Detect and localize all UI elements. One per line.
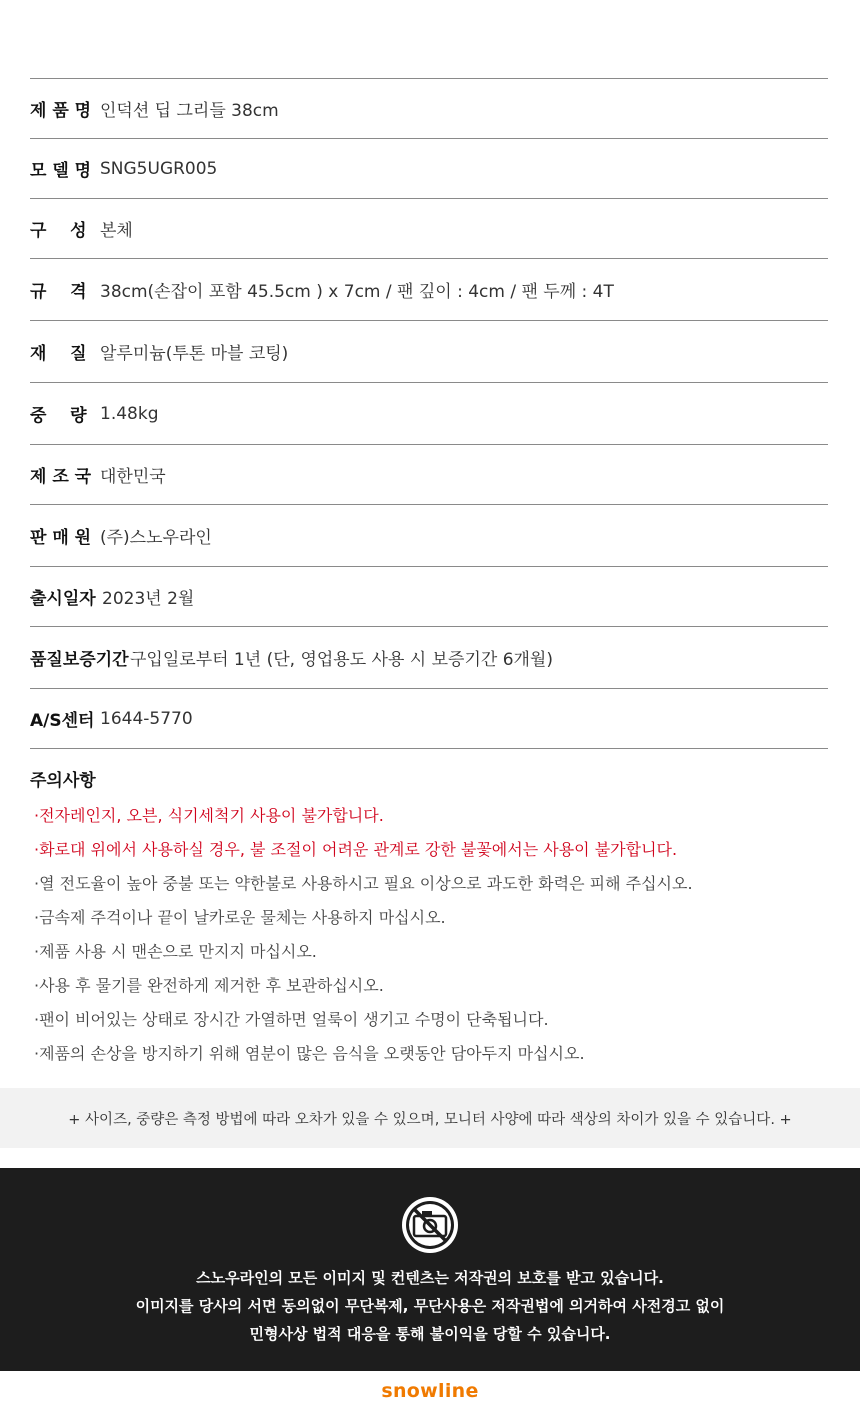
- spec-row-material: [30, 321, 828, 383]
- spec-label: 출시일자: [30, 589, 96, 609]
- caution-item: ·제품의 손상을 방지하기 위해 염분이 많은 음식을 오랫동안 담아두지 마십시오.: [34, 1044, 585, 1063]
- spec-row-country: [30, 445, 828, 505]
- spec-label: 제 조 국: [30, 467, 92, 487]
- spec-label: 중 량: [30, 406, 87, 426]
- spec-row-composition: [30, 199, 828, 259]
- spec-row-warranty: [30, 627, 828, 689]
- no-photo-icon: [400, 1195, 460, 1255]
- spec-row-as-center: [30, 689, 828, 749]
- spec-value: 대한민국: [100, 467, 166, 487]
- copyright-lines: [0, 1264, 860, 1348]
- spec-table: [30, 78, 828, 749]
- spec-value: 본체: [100, 221, 133, 241]
- copyright-line: 스노우라인의 모든 이미지 및 컨텐츠는 저작권의 보호를 받고 있습니다.: [196, 1269, 664, 1287]
- caution-title: 주의사항: [30, 771, 96, 791]
- spec-row-model: [30, 139, 828, 199]
- notice-text: + 사이즈, 중량은 측정 방법에 따라 오차가 있을 수 있으며, 모니터 사양에 따라 색상의 차이가 있을 수 있습니다. +: [68, 1111, 792, 1128]
- caution-item: ·화로대 위에서 사용하실 경우, 불 조절이 어려운 관계로 강한 불꽃에서는 사용이 불가합니다.: [34, 840, 678, 859]
- spec-value: 1644-5770: [100, 708, 193, 729]
- spec-row-product-name: [30, 79, 828, 139]
- spec-label: 제 품 명: [30, 101, 92, 121]
- caution-list: [34, 802, 693, 1074]
- spec-label: 구 성: [30, 221, 87, 241]
- spec-value: 알루미늄(투톤 마블 코팅): [100, 344, 289, 364]
- spec-label: 품질보증기간: [30, 650, 129, 670]
- spec-value: 인덕션 딥 그리들 38cm: [100, 101, 279, 121]
- spec-label: 모 델 명: [30, 161, 92, 181]
- spec-value: 1.48kg: [100, 403, 159, 424]
- spec-value: 2023년 2월: [102, 589, 195, 609]
- caution-item: ·전자레인지, 오븐, 식기세척기 사용이 불가합니다.: [34, 806, 384, 825]
- notice-bar: [0, 1088, 860, 1148]
- spec-label: 판 매 원: [30, 528, 92, 548]
- spec-label: 규 격: [30, 282, 87, 302]
- caution-item: ·사용 후 물기를 완전하게 제거한 후 보관하십시오.: [34, 976, 384, 995]
- spec-value: 38cm(손잡이 포함 45.5cm ) x 7cm / 팬 깊이 : 4cm / 팬 두께 : 4T: [100, 282, 614, 302]
- copyright-block: [0, 1168, 860, 1371]
- spec-value: (주)스노우라인: [100, 528, 212, 548]
- spec-value: SNG5UGR005: [100, 158, 218, 179]
- spec-row-seller: [30, 505, 828, 567]
- spec-row-size: [30, 259, 828, 321]
- caution-item: ·팬이 비어있는 상태로 장시간 가열하면 얼룩이 생기고 수명이 단축됩니다.: [34, 1010, 549, 1029]
- caution-item: ·열 전도율이 높아 중불 또는 약한불로 사용하시고 필요 이상으로 과도한 화력은 피해 주십시오.: [34, 874, 693, 893]
- caution-item: ·금속제 주걱이나 끝이 날카로운 물체는 사용하지 마십시오.: [34, 908, 446, 927]
- caution-item: ·제품 사용 시 맨손으로 만지지 마십시오.: [34, 942, 317, 961]
- spec-row-release-date: [30, 567, 828, 627]
- spec-label: A/S센터: [30, 711, 95, 731]
- spec-row-weight: [30, 383, 828, 445]
- copyright-line: 이미지를 당사의 서면 동의없이 무단복제, 무단사용은 저작권법에 의거하여 사전경고 없이: [135, 1297, 725, 1315]
- brand-logo: snowline: [381, 1380, 479, 1402]
- spec-value: 구입일로부터 1년 (단, 영업용도 사용 시 보증기간 6개월): [130, 650, 553, 670]
- spec-label: 재 질: [30, 344, 87, 364]
- copyright-line: 민형사상 법적 대응을 통해 불이익을 당할 수 있습니다.: [249, 1325, 611, 1343]
